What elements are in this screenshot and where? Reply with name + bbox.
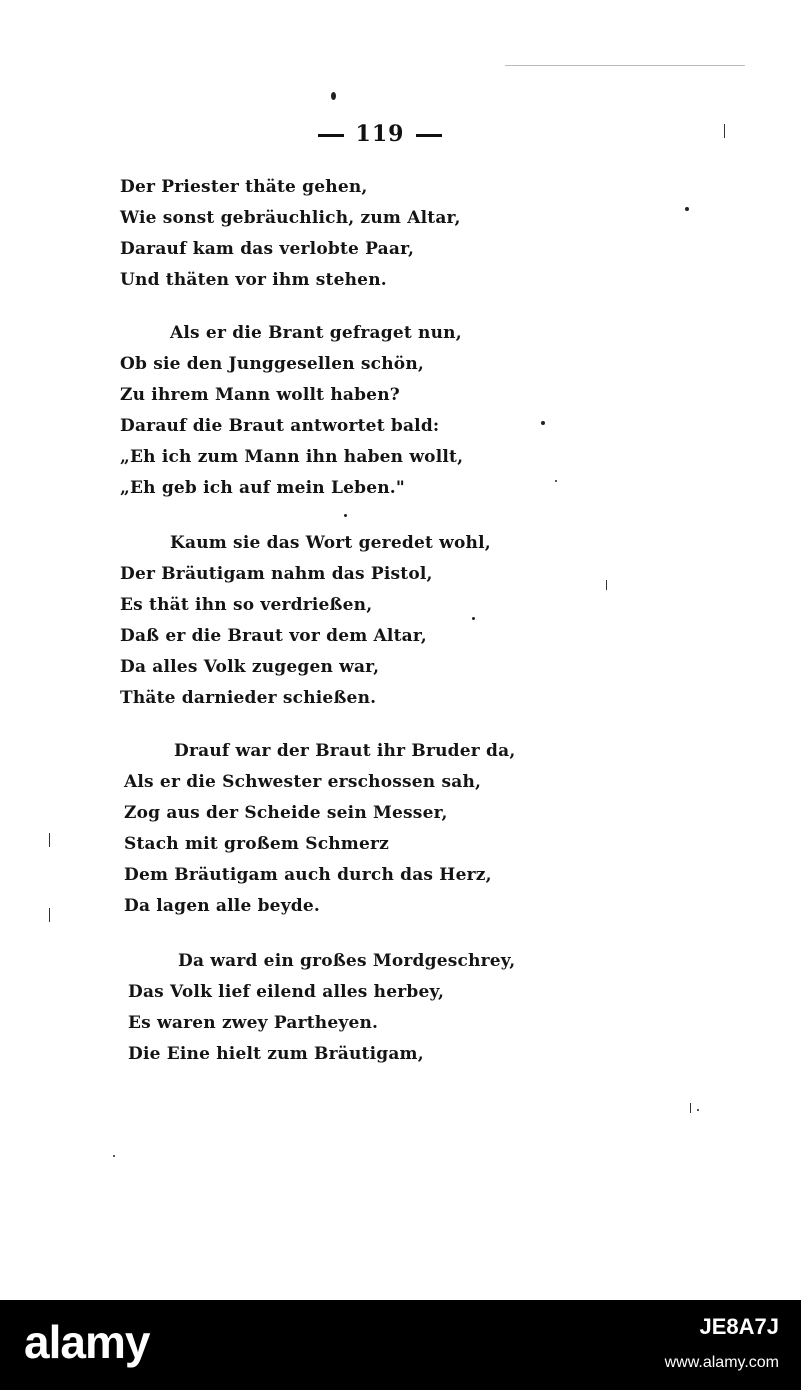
header-dash-left (318, 134, 344, 137)
header-dash-right (416, 134, 442, 137)
verse-line: Kaum sie das Wort geredet wohl, (170, 533, 491, 553)
verse-line: „Eh ich zum Mann ihn haben wollt, (120, 447, 464, 467)
verse-line: Daß er die Braut vor dem Altar, (120, 626, 427, 646)
verse-line: Als er die Brant gefraget nun, (170, 323, 462, 343)
verse-line: Da lagen alle beyde. (124, 896, 320, 916)
verse-line: Es waren zwey Partheyen. (128, 1013, 379, 1033)
scan-mark (724, 124, 725, 138)
verse-line: Drauf war der Braut ihr Bruder da, (174, 741, 516, 761)
verse-line: Ob sie den Junggesellen schön, (120, 354, 425, 374)
verse-line: Das Volk lief eilend alles herbey, (128, 982, 445, 1002)
scan-speck (344, 514, 347, 517)
verse-line: Der Priester thäte gehen, (120, 177, 368, 197)
verse-line: Als er die Schwester erschossen sah, (124, 772, 482, 792)
verse-line: Darauf kam das verlobte Paar, (120, 239, 415, 259)
scan-speck (541, 421, 545, 425)
page-number: 119 (355, 121, 405, 147)
verse-line: Da ward ein großes Mordgeschrey, (178, 951, 516, 971)
verse-line: „Eh geb ich auf mein Leben." (120, 478, 405, 498)
verse-line: Da alles Volk zugegen war, (120, 657, 380, 677)
stanza-5 (128, 946, 515, 1070)
verse-line: Darauf die Braut antwortet bald: (120, 416, 440, 436)
verse-line: Wie sonst gebräuchlich, zum Altar, (120, 208, 461, 228)
verse-line: Die Eine hielt zum Bräutigam, (128, 1044, 424, 1064)
page-header (300, 121, 460, 147)
watermark-url: www.alamy.com (664, 1354, 779, 1371)
verse-line: Dem Bräutigam auch durch das Herz, (124, 865, 492, 885)
scan-speck (697, 1109, 699, 1111)
stanza-4 (124, 736, 515, 922)
verse-line: Zog aus der Scheide sein Messer, (124, 803, 448, 823)
stanza-2 (120, 318, 463, 504)
scan-mark (690, 1103, 691, 1113)
scan-speck (113, 1155, 115, 1157)
verse-line: Und thäten vor ihm stehen. (120, 270, 387, 290)
scan-mark (606, 580, 607, 590)
verse-line: Stach mit großem Schmerz (124, 834, 390, 854)
scan-speck (472, 617, 475, 620)
scan-mark (49, 908, 50, 922)
watermark-brand: alamy (24, 1316, 150, 1368)
scan-speck (331, 92, 336, 100)
verse-line: Zu ihrem Mann wollt haben? (120, 385, 400, 405)
verse-line: Thäte darnieder schießen. (120, 688, 377, 708)
scan-speck (555, 480, 557, 482)
scan-mark (49, 833, 50, 847)
verse-line: Es thät ihn so verdrießen, (120, 595, 373, 615)
verse-line: Der Bräutigam nahm das Pistol, (120, 564, 433, 584)
scan-speck (685, 207, 689, 211)
scan-mark (505, 65, 745, 66)
stanza-3 (120, 528, 491, 714)
watermark-image-id: JE8A7J (699, 1314, 779, 1339)
stanza-1 (120, 172, 461, 296)
